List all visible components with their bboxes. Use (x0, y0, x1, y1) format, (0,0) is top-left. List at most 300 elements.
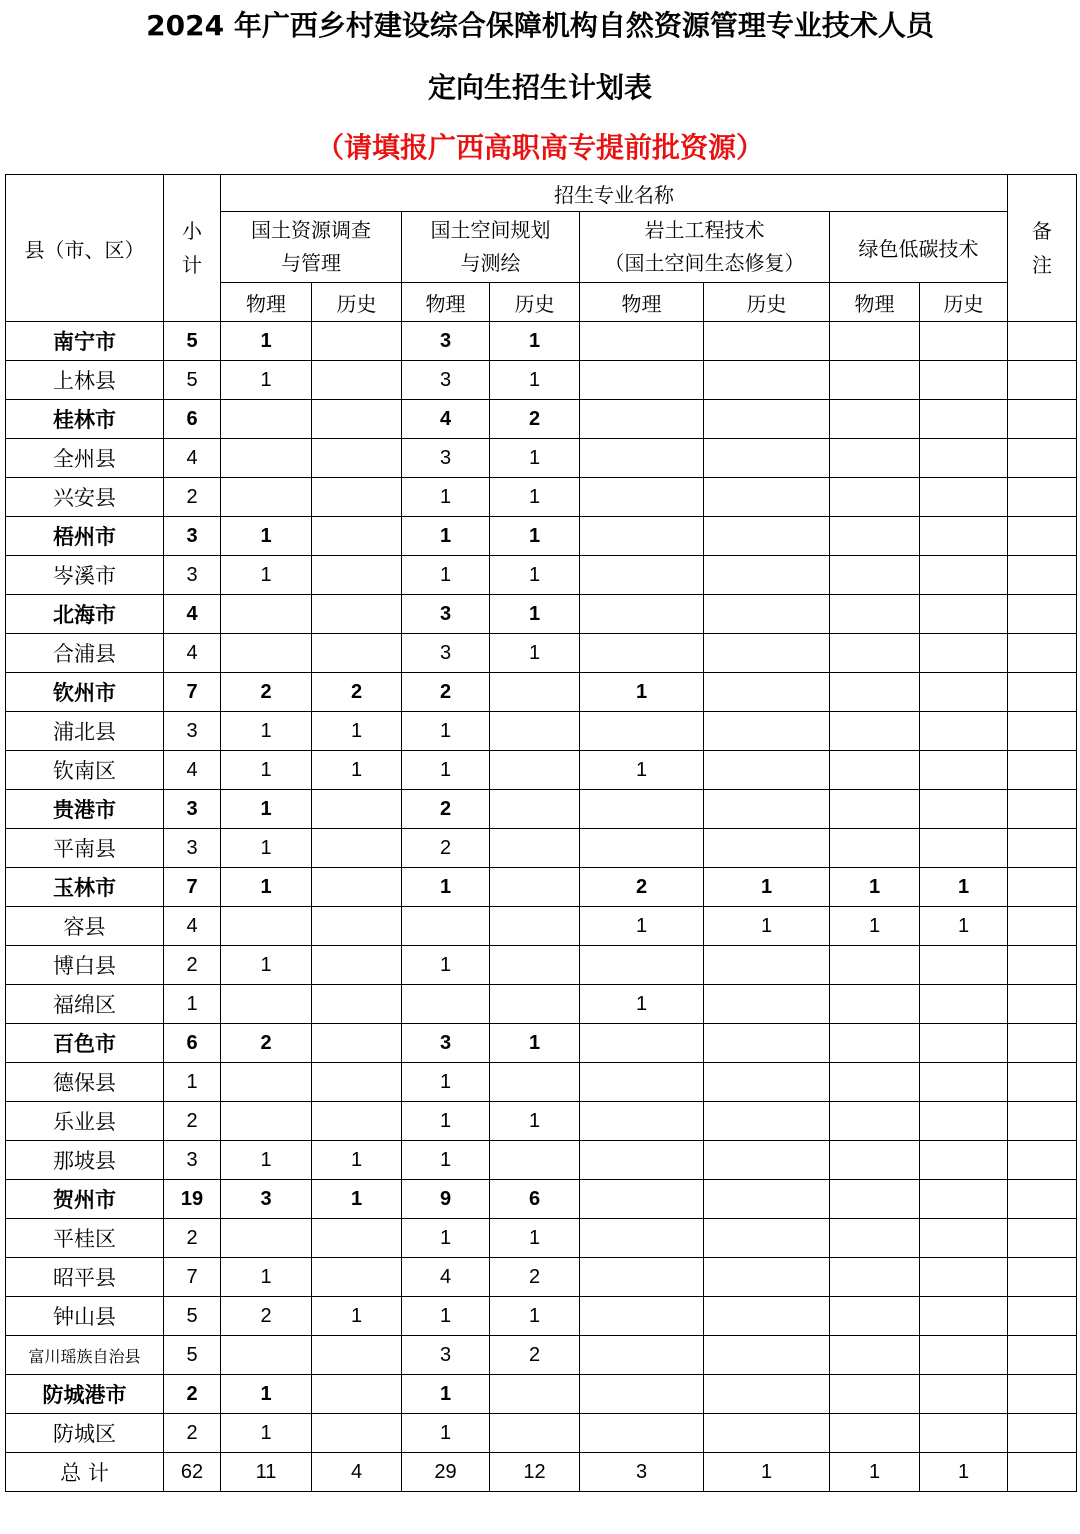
count-cell (580, 1063, 704, 1102)
county-name: 容县 (6, 907, 164, 946)
count-cell: 1 (221, 322, 312, 361)
subtotal-cell: 3 (164, 517, 221, 556)
count-cell (704, 946, 830, 985)
header-major-1 (221, 212, 402, 283)
count-cell (920, 1219, 1008, 1258)
count-cell (490, 907, 580, 946)
count-cell (704, 1414, 830, 1453)
count-cell (490, 673, 580, 712)
count-cell: 2 (402, 829, 490, 868)
count-cell: 2 (221, 673, 312, 712)
count-cell (920, 1414, 1008, 1453)
count-cell (920, 1102, 1008, 1141)
subtotal-cell: 4 (164, 634, 221, 673)
table-row (6, 1102, 1077, 1141)
count-cell (920, 361, 1008, 400)
county-name: 平南县 (6, 829, 164, 868)
county-name: 玉林市 (6, 868, 164, 907)
count-cell (221, 478, 312, 517)
count-cell (920, 400, 1008, 439)
count-cell: 29 (402, 1453, 490, 1492)
count-cell (580, 1375, 704, 1414)
count-cell: 1 (312, 751, 402, 790)
table-row (6, 1297, 1077, 1336)
header-major-1-line2: 与管理 (281, 251, 341, 275)
count-cell (490, 1063, 580, 1102)
count-cell (221, 439, 312, 478)
page-subtitle: （请填报广西高职高专提前批资源） (315, 131, 764, 164)
count-cell: 2 (580, 868, 704, 907)
count-cell: 2 (402, 790, 490, 829)
count-cell (580, 1024, 704, 1063)
header-row-1 (6, 175, 1077, 212)
county-name: 贵港市 (6, 790, 164, 829)
count-cell (704, 556, 830, 595)
header-physics: 物理 (830, 283, 920, 322)
count-cell (920, 1375, 1008, 1414)
count-cell: 2 (402, 673, 490, 712)
subtotal-cell: 4 (164, 439, 221, 478)
count-cell (830, 985, 920, 1024)
count-cell (221, 1102, 312, 1141)
subtotal-cell: 5 (164, 1336, 221, 1375)
count-cell: 6 (490, 1180, 580, 1219)
count-cell (580, 1297, 704, 1336)
county-name: 钦州市 (6, 673, 164, 712)
count-cell (312, 439, 402, 478)
count-cell (830, 1180, 920, 1219)
county-name: 防城区 (6, 1414, 164, 1453)
header-major-3 (580, 212, 830, 283)
count-cell: 1 (221, 946, 312, 985)
count-cell (704, 985, 830, 1024)
subtotal-cell: 2 (164, 1102, 221, 1141)
count-cell (830, 556, 920, 595)
header-major-2-line1: 国土空间规划 (430, 218, 551, 242)
count-cell: 1 (221, 790, 312, 829)
header-major-4: 绿色低碳技术 (830, 212, 1008, 283)
count-cell: 1 (490, 361, 580, 400)
table-row (6, 634, 1077, 673)
count-cell (312, 1414, 402, 1453)
remark-cell (1008, 1414, 1077, 1453)
count-cell (312, 985, 402, 1024)
remark-cell (1008, 1141, 1077, 1180)
count-cell (920, 1141, 1008, 1180)
subtotal-cell: 2 (164, 1219, 221, 1258)
subtotal-cell: 3 (164, 790, 221, 829)
county-name: 南宁市 (6, 322, 164, 361)
page-title-line2: 定向生招生计划表 (427, 71, 652, 104)
count-cell: 1 (402, 1063, 490, 1102)
remark-cell (1008, 1102, 1077, 1141)
count-cell (704, 1375, 830, 1414)
count-cell: 4 (402, 1258, 490, 1297)
subtotal-cell: 3 (164, 1141, 221, 1180)
count-cell: 3 (221, 1180, 312, 1219)
county-name: 桂林市 (6, 400, 164, 439)
remark-cell (1008, 907, 1077, 946)
remark-cell (1008, 751, 1077, 790)
count-cell (312, 634, 402, 673)
count-cell (221, 634, 312, 673)
county-name: 上林县 (6, 361, 164, 400)
count-cell (830, 322, 920, 361)
count-cell: 3 (402, 595, 490, 634)
count-cell (580, 1141, 704, 1180)
count-cell: 1 (402, 1375, 490, 1414)
table-row (6, 400, 1077, 439)
count-cell: 1 (490, 517, 580, 556)
remark-cell (1008, 634, 1077, 673)
count-cell: 1 (402, 1219, 490, 1258)
header-physics: 物理 (402, 283, 490, 322)
count-cell: 1 (402, 712, 490, 751)
count-cell: 1 (221, 751, 312, 790)
count-cell (580, 1414, 704, 1453)
county-name: 德保县 (6, 1063, 164, 1102)
count-cell (580, 322, 704, 361)
count-cell (490, 1414, 580, 1453)
count-cell (312, 907, 402, 946)
count-cell (704, 634, 830, 673)
count-cell (580, 829, 704, 868)
count-cell: 1 (490, 595, 580, 634)
table-row (6, 595, 1077, 634)
count-cell (920, 1063, 1008, 1102)
header-major-2 (402, 212, 580, 283)
header-history: 历史 (704, 283, 830, 322)
count-cell (580, 439, 704, 478)
count-cell (580, 634, 704, 673)
count-cell: 1 (402, 868, 490, 907)
count-cell (312, 322, 402, 361)
count-cell: 1 (704, 1453, 830, 1492)
count-cell (490, 829, 580, 868)
count-cell (490, 985, 580, 1024)
count-cell (580, 478, 704, 517)
count-cell (704, 1219, 830, 1258)
header-physics: 物理 (580, 283, 704, 322)
table-row (6, 712, 1077, 751)
count-cell (830, 517, 920, 556)
count-cell (312, 556, 402, 595)
count-cell (490, 1375, 580, 1414)
count-cell: 3 (580, 1453, 704, 1492)
county-name: 乐业县 (6, 1102, 164, 1141)
count-cell (920, 985, 1008, 1024)
total-label: 总 计 (6, 1453, 164, 1492)
subtotal-cell: 4 (164, 907, 221, 946)
count-cell: 2 (490, 1336, 580, 1375)
subtotal-cell: 5 (164, 322, 221, 361)
count-cell: 1 (402, 946, 490, 985)
table-row (6, 1141, 1077, 1180)
count-cell (704, 322, 830, 361)
county-name: 合浦县 (6, 634, 164, 673)
count-cell (312, 868, 402, 907)
county-name: 兴安县 (6, 478, 164, 517)
subtotal-cell: 7 (164, 1258, 221, 1297)
table-row (6, 907, 1077, 946)
count-cell: 1 (920, 868, 1008, 907)
remark-cell (1008, 868, 1077, 907)
count-cell (312, 790, 402, 829)
count-cell (312, 400, 402, 439)
count-cell (704, 361, 830, 400)
count-cell (704, 673, 830, 712)
remark-cell (1008, 1258, 1077, 1297)
remark-cell (1008, 1453, 1077, 1492)
count-cell: 4 (402, 400, 490, 439)
count-cell: 1 (490, 1024, 580, 1063)
count-cell (830, 1102, 920, 1141)
count-cell: 1 (221, 361, 312, 400)
count-cell: 1 (580, 751, 704, 790)
count-cell (704, 1180, 830, 1219)
subtotal-cell: 2 (164, 1414, 221, 1453)
count-cell (704, 1336, 830, 1375)
count-cell: 1 (830, 868, 920, 907)
count-cell (221, 1219, 312, 1258)
count-cell (490, 946, 580, 985)
header-history: 历史 (312, 283, 402, 322)
table-row (6, 1063, 1077, 1102)
count-cell: 1 (221, 712, 312, 751)
count-cell: 1 (704, 907, 830, 946)
count-cell: 1 (580, 907, 704, 946)
count-cell: 1 (402, 556, 490, 595)
count-cell (704, 1297, 830, 1336)
remark-cell (1008, 790, 1077, 829)
remark-cell (1008, 1219, 1077, 1258)
count-cell: 1 (490, 634, 580, 673)
county-name: 那坡县 (6, 1141, 164, 1180)
subtotal-cell: 19 (164, 1180, 221, 1219)
count-cell (580, 1219, 704, 1258)
header-subtotal (164, 175, 221, 322)
count-cell (312, 595, 402, 634)
table-row (6, 517, 1077, 556)
count-cell: 2 (490, 400, 580, 439)
table-row (6, 1258, 1077, 1297)
count-cell: 1 (221, 1141, 312, 1180)
subtotal-cell: 2 (164, 478, 221, 517)
header-remark-part1: 备 (1032, 219, 1052, 243)
count-cell (221, 1063, 312, 1102)
count-cell (920, 595, 1008, 634)
count-cell: 12 (490, 1453, 580, 1492)
count-cell (920, 1180, 1008, 1219)
count-cell (221, 400, 312, 439)
remark-cell (1008, 478, 1077, 517)
count-cell (830, 946, 920, 985)
count-cell: 3 (402, 322, 490, 361)
count-cell: 1 (490, 439, 580, 478)
remark-cell (1008, 946, 1077, 985)
table-row (6, 1024, 1077, 1063)
count-cell: 1 (312, 1297, 402, 1336)
count-cell (312, 1102, 402, 1141)
county-name: 福绵区 (6, 985, 164, 1024)
count-cell (920, 1024, 1008, 1063)
county-name: 全州县 (6, 439, 164, 478)
table-row (6, 322, 1077, 361)
page-title: 2024 年广西乡村建设综合保障机构自然资源管理专业技术人员 (146, 9, 934, 42)
count-cell (830, 1414, 920, 1453)
remark-cell (1008, 1336, 1077, 1375)
count-cell (221, 1336, 312, 1375)
table-row (6, 1219, 1077, 1258)
remark-cell (1008, 439, 1077, 478)
count-cell: 1 (490, 478, 580, 517)
count-cell (704, 1063, 830, 1102)
count-cell: 11 (221, 1453, 312, 1492)
count-cell (580, 946, 704, 985)
count-cell (312, 1375, 402, 1414)
count-cell (490, 751, 580, 790)
table-row (6, 673, 1077, 712)
count-cell (920, 556, 1008, 595)
count-cell: 1 (221, 556, 312, 595)
county-name: 钟山县 (6, 1297, 164, 1336)
count-cell (830, 790, 920, 829)
count-cell (580, 712, 704, 751)
count-cell (920, 1336, 1008, 1375)
count-cell: 1 (402, 1102, 490, 1141)
count-cell (920, 478, 1008, 517)
count-cell (704, 1102, 830, 1141)
count-cell: 1 (221, 829, 312, 868)
subtotal-cell: 6 (164, 400, 221, 439)
count-cell (830, 634, 920, 673)
remark-cell (1008, 400, 1077, 439)
count-cell (830, 673, 920, 712)
remark-cell (1008, 985, 1077, 1024)
county-name: 钦南区 (6, 751, 164, 790)
count-cell: 1 (221, 1258, 312, 1297)
count-cell (920, 322, 1008, 361)
count-cell (920, 751, 1008, 790)
count-cell: 3 (402, 361, 490, 400)
count-cell (580, 1102, 704, 1141)
header-major-group: 招生专业名称 (221, 175, 1008, 212)
table-row (6, 946, 1077, 985)
remark-cell (1008, 361, 1077, 400)
subtotal-cell: 7 (164, 673, 221, 712)
count-cell (830, 595, 920, 634)
count-cell (402, 985, 490, 1024)
count-cell: 1 (402, 517, 490, 556)
count-cell (580, 556, 704, 595)
count-cell: 1 (221, 1375, 312, 1414)
count-cell: 1 (402, 1414, 490, 1453)
count-cell: 2 (312, 673, 402, 712)
total-row (6, 1453, 1077, 1492)
count-cell (704, 712, 830, 751)
count-cell (704, 751, 830, 790)
count-cell: 1 (221, 1414, 312, 1453)
count-cell: 3 (402, 439, 490, 478)
count-cell (312, 1258, 402, 1297)
count-cell: 1 (580, 985, 704, 1024)
subtotal-cell: 2 (164, 946, 221, 985)
count-cell: 1 (490, 1102, 580, 1141)
count-cell (704, 439, 830, 478)
remark-cell (1008, 1024, 1077, 1063)
header-county: 县（市、区） (6, 175, 164, 322)
count-cell (221, 907, 312, 946)
table-row (6, 1180, 1077, 1219)
table-row (6, 361, 1077, 400)
count-cell (920, 829, 1008, 868)
county-name: 贺州市 (6, 1180, 164, 1219)
subtotal-cell: 2 (164, 1375, 221, 1414)
header-remark (1008, 175, 1077, 322)
header-major-3-line2: （国土空间生态修复） (604, 251, 805, 275)
count-cell: 1 (490, 322, 580, 361)
count-cell (830, 400, 920, 439)
count-cell: 2 (490, 1258, 580, 1297)
header-major-1-line1: 国土资源调查 (251, 218, 371, 242)
count-cell (704, 1024, 830, 1063)
remark-cell (1008, 595, 1077, 634)
count-cell: 1 (490, 556, 580, 595)
count-cell (830, 712, 920, 751)
count-cell: 1 (920, 1453, 1008, 1492)
count-cell: 2 (221, 1024, 312, 1063)
header-history: 历史 (490, 283, 580, 322)
header-subtotal-part1: 小 (182, 219, 202, 243)
count-cell: 9 (402, 1180, 490, 1219)
count-cell (704, 829, 830, 868)
table-row (6, 829, 1077, 868)
header-major-2-line2: 与测绘 (460, 251, 521, 275)
count-cell (920, 517, 1008, 556)
count-cell (402, 907, 490, 946)
header-major-3-line1: 岩土工程技术 (644, 218, 765, 242)
count-cell (920, 1258, 1008, 1297)
county-name: 北海市 (6, 595, 164, 634)
count-cell: 1 (221, 868, 312, 907)
header-subtotal-part2: 计 (182, 253, 202, 277)
count-cell (490, 790, 580, 829)
count-cell: 1 (830, 1453, 920, 1492)
count-cell (920, 1297, 1008, 1336)
count-cell: 1 (704, 868, 830, 907)
count-cell (312, 361, 402, 400)
count-cell: 1 (580, 673, 704, 712)
count-cell (704, 595, 830, 634)
table-row (6, 1375, 1077, 1414)
subtotal-cell: 5 (164, 361, 221, 400)
subtotal-cell: 3 (164, 556, 221, 595)
count-cell (312, 829, 402, 868)
table-row (6, 439, 1077, 478)
count-cell (920, 946, 1008, 985)
count-cell: 3 (402, 634, 490, 673)
count-cell (830, 361, 920, 400)
count-cell (580, 517, 704, 556)
enrollment-plan-table (5, 174, 1077, 1492)
count-cell (830, 1219, 920, 1258)
count-cell (580, 1336, 704, 1375)
table-row (6, 868, 1077, 907)
county-name: 平桂区 (6, 1219, 164, 1258)
count-cell (920, 712, 1008, 751)
count-cell: 1 (920, 907, 1008, 946)
count-cell (580, 790, 704, 829)
